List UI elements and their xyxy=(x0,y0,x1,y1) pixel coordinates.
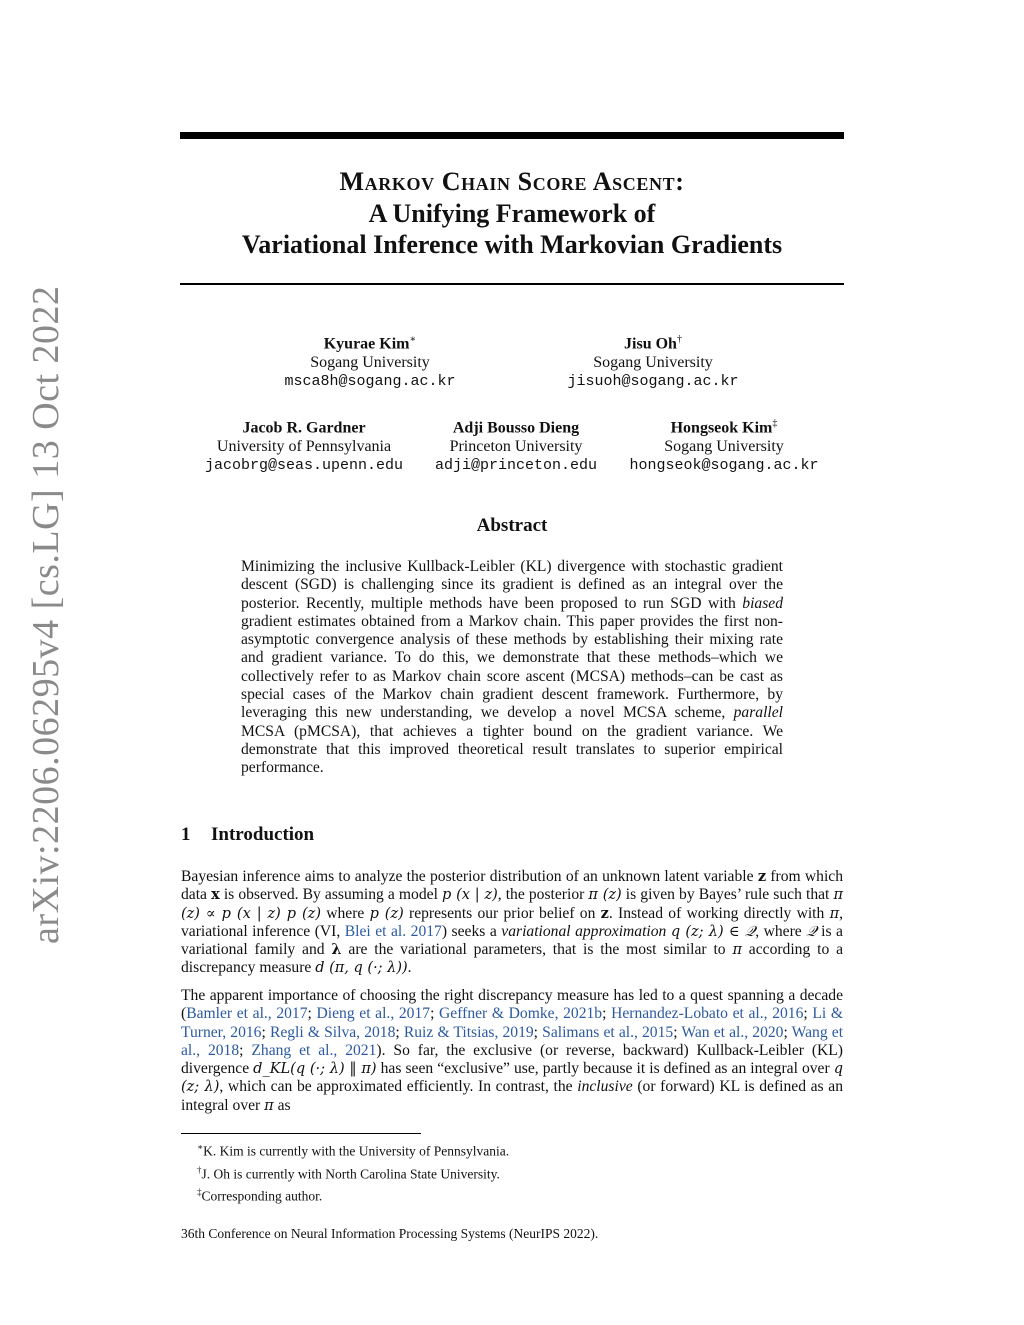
footnote-rule xyxy=(181,1133,421,1134)
citation-link[interactable]: Ruiz & Titsias, 2019 xyxy=(403,1023,534,1041)
citation-link[interactable]: Salimans et al., 2015 xyxy=(542,1023,674,1041)
author-affiliation: Princeton University xyxy=(449,438,583,456)
citation-link[interactable]: Hernandez-Lobato et al., 2016 xyxy=(611,1005,804,1023)
citation-link[interactable]: Geffner & Domke, 2021b xyxy=(439,1005,603,1023)
title-bottom-rule xyxy=(180,283,844,285)
section-heading xyxy=(181,824,314,846)
author-block xyxy=(553,330,753,391)
author-affiliation: Sogang University xyxy=(593,354,713,372)
author-block xyxy=(194,414,414,475)
title-top-rule xyxy=(180,132,844,139)
citation-link[interactable]: Bamler et al., 2017 xyxy=(186,1005,308,1023)
abstract-text: Minimizing the inclusive Kullback-Leibler (KL) divergence with stochastic gradient descent (SGD) is challenging since its gradient is defined as an integral over the posterior. Recently, multiple methods have been proposed to run SGD with biased gradient estimates obtained from a Markov chain. This paper provides the first non-asymptotic convergence analysis of these methods by establishing their mixing rate and gradient variance. To do this, we demonstrate that these methods–which we collectively refer to as Markov chain score ascent (MCSA) methods–can be cast as special cases of the Markov chain gradient descent framework. Furthermore, by leveraging this new understanding, we develop a novel MCSA scheme, parallel MCSA (pMCSA), that achieves a tighter bound on the gradient variance. We demonstrate that this improved theoretical result translates to superior empirical performance. xyxy=(241,558,783,777)
author-affiliation: University of Pennsylvania xyxy=(216,438,392,456)
author-email[interactable]: jisuoh@sogang.ac.kr xyxy=(567,373,739,391)
abstract-heading: Abstract xyxy=(476,515,548,536)
footnote: ‡Corresponding author. xyxy=(197,1187,323,1204)
author-footnote-mark: † xyxy=(676,334,682,345)
venue-note: 36th Conference on Neural Information Processing Systems (NeurIPS 2022). xyxy=(181,1226,599,1241)
author-email[interactable]: hongseok@sogang.ac.kr xyxy=(629,457,819,475)
author-block xyxy=(270,330,470,391)
author-name: Adji Bousso Dieng xyxy=(452,419,580,437)
intro-paragraph-1: Bayesian inference aims to analyze the posterior distribution of an unknown latent variable z from which data x is observed. By assuming a model p (x | z), the posterior π (z) is given by Bayes’ rule such that π (z) ∝ p (x | z) p (z) where p (z) represents our prior belief on z. Instead of working directly with π, variational inference (VI, Blei et al. 2017) seeks a variational approximation q (z; λ) ∈ 𝒬, where 𝒬 is a variational family and λ are the variational parameters, that is the most similar to π according to a discrepancy measure d (π, q (·; λ)). xyxy=(181,868,844,977)
footnotes xyxy=(181,1138,841,1206)
intro-paragraph-2: The apparent importance of choosing the right discrepancy measure has led to a quest spanning a decade (Bamler et al., 2017; Dieng et al., 2017; Geffner & Domke, 2021b; Hernandez-Lobato et al., 2016; Li & Turner, 2016; Regli & Silva, 2018; Ruiz & Titsias, 2019; Salimans et al., 2015; Wan et al., 2020; Wang et al., 2018; Zhang et al., 2021). So far, the exclusive (or reverse, backward) Kullback-Leibler (KL) divergence d_KL(q (·; λ) ‖ π) has seen “exclusive” use, partly because it is defined as an integral over q (z; λ), which can be approximated efficiently. In contrast, the inclusive (or forward) KL is defined as an integral over π as xyxy=(181,987,844,1114)
author-name: Jacob R. Gardner xyxy=(242,419,366,437)
citation-link[interactable]: Blei et al. 2017 xyxy=(344,922,442,940)
author-email[interactable]: msca8h@sogang.ac.kr xyxy=(284,373,456,391)
author-email[interactable]: jacobrg@seas.upenn.edu xyxy=(204,457,404,475)
title-line-2: A Unifying Framework of xyxy=(368,199,656,228)
citation-link[interactable]: Li & Turner, 2016 xyxy=(181,1005,844,1041)
citation-link[interactable]: Zhang et al., 2021 xyxy=(251,1041,377,1059)
author-affiliation: Sogang University xyxy=(664,438,784,456)
citation-link[interactable]: Dieng et al., 2017 xyxy=(316,1005,431,1023)
author-block xyxy=(620,414,828,475)
author-footnote-mark: ∗ xyxy=(409,334,417,345)
author-block xyxy=(416,414,616,475)
author-footnote-mark: ‡ xyxy=(772,418,778,429)
footnote: ∗K. Kim is currently with the University of Pennsylvania. xyxy=(197,1142,510,1159)
author-name: Kyurae Kim xyxy=(323,335,410,353)
section-number: 1 xyxy=(181,824,191,845)
title-line-1: Markov Chain Score Ascent: xyxy=(339,167,685,196)
paper-title xyxy=(180,166,844,260)
author-name: Hongseok Kim xyxy=(670,419,773,437)
author-name: Jisu Oh xyxy=(624,335,677,353)
author-email[interactable]: adji@princeton.edu xyxy=(434,457,598,475)
section-title: Introduction xyxy=(211,824,315,845)
author-affiliation: Sogang University xyxy=(310,354,430,372)
citation-link[interactable]: Wan et al., 2020 xyxy=(681,1023,784,1041)
arxiv-stamp: arXiv:2206.06295v4 [cs.LG] 13 Oct 2022 xyxy=(25,285,67,944)
citation-link[interactable]: Regli & Silva, 2018 xyxy=(269,1023,396,1041)
footnote: †J. Oh is currently with North Carolina State University. xyxy=(197,1164,500,1181)
title-line-3: Variational Inference with Markovian Gradients xyxy=(241,230,783,259)
citation-link[interactable]: Wang et al., 2018 xyxy=(181,1023,844,1059)
